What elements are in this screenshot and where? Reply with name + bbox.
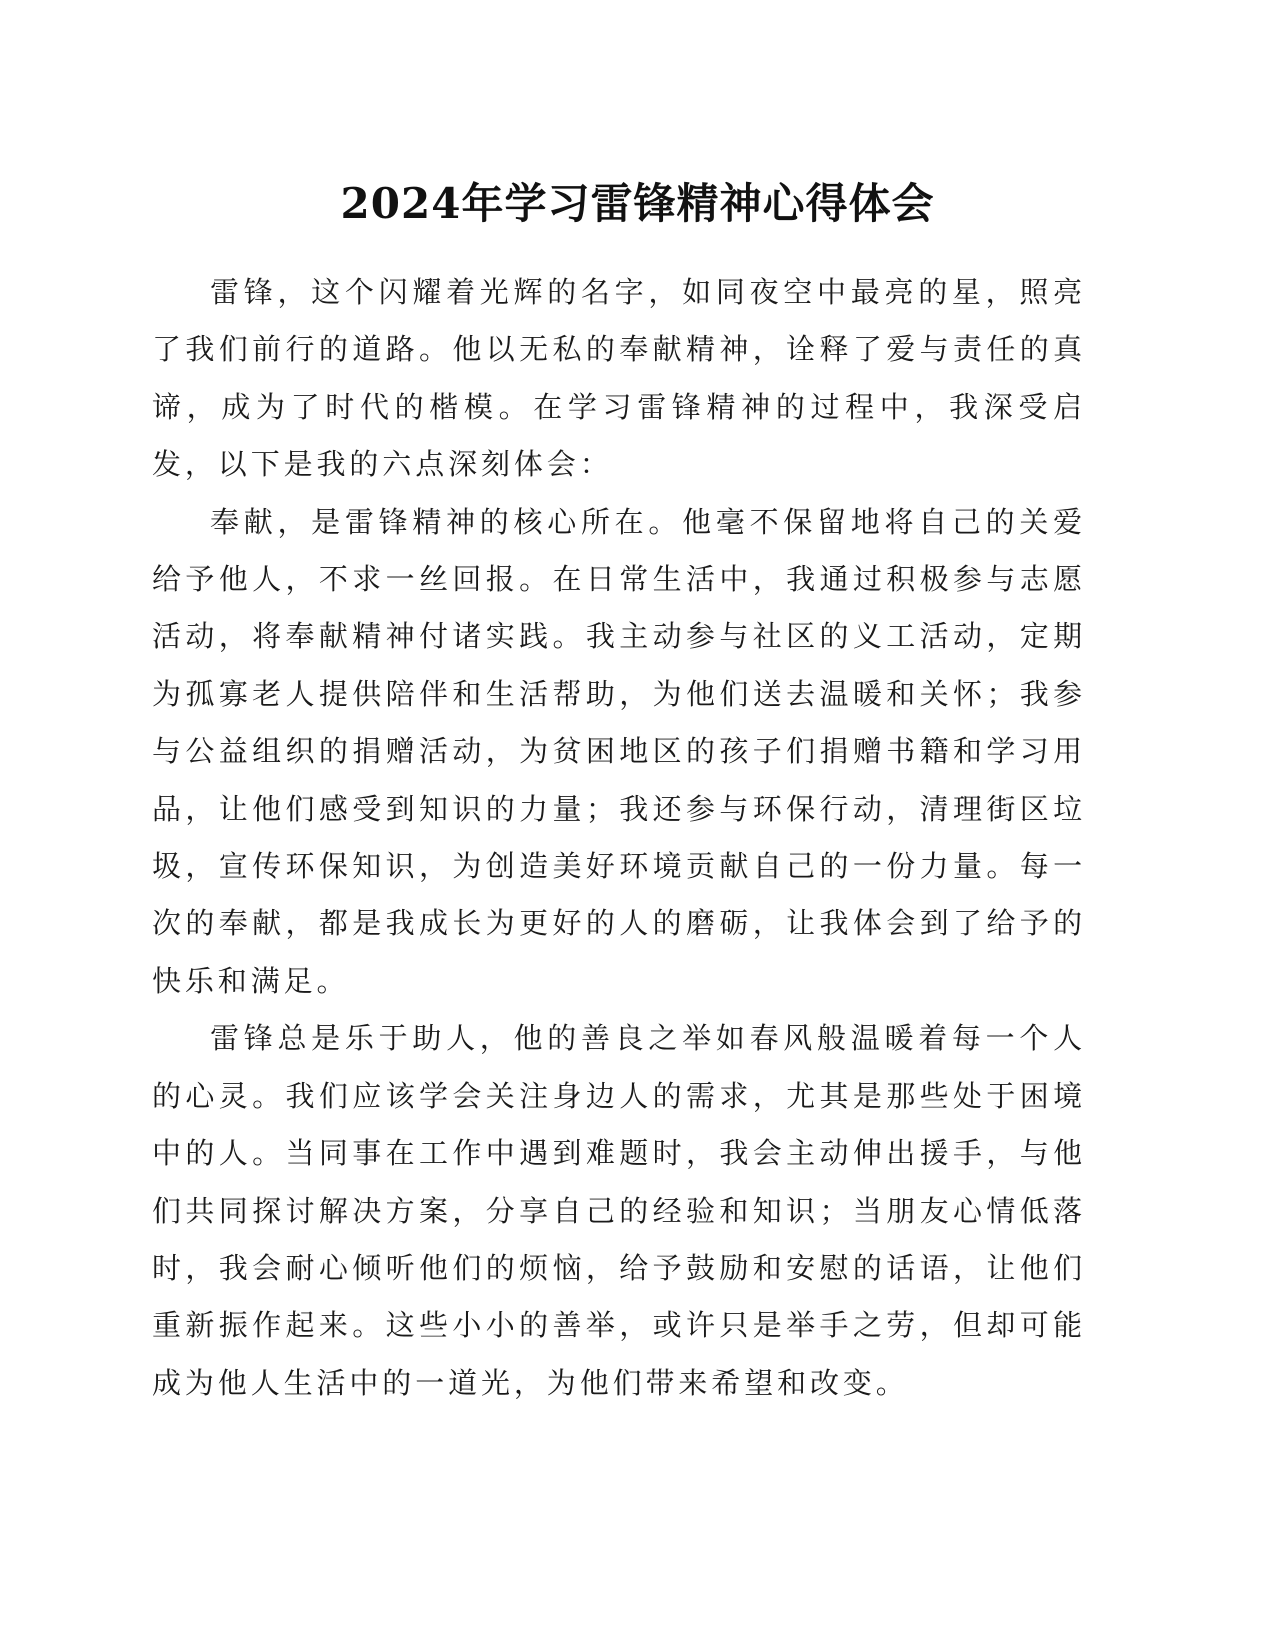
paragraph-intro: 雷锋，这个闪耀着光辉的名字，如同夜空中最亮的星，照亮了我们前行的道路。他以无私的奉献精神，诠释了爱与责任的真谛，成为了时代的楷模。在学习雷锋精神的过程中，我深受启发，以下是我的六点深刻体会： (152, 275, 1086, 482)
paragraph-dedication: 奉献，是雷锋精神的核心所在。他毫不保留地将自己的关爱给予他人，不求一丝回报。在日常生活中，我通过积极参与志愿活动，将奉献精神付诸实践。我主动参与社区的义工活动，定期为孤寡老人提供陪伴和生活帮助，为他们送去温暖和关怀；我参与公益组织的捐赠活动，为贫困地区的孩子们捐赠书籍和学习用品，让他们感受到知识的力量；我还参与环保行动，清理街区垃圾，宣传环保知识，为创造美好环境贡献自己的一份力量。每一次的奉献，都是我成长为更好的人的磨砺，让我体会到了给予的快乐和满足。 (152, 504, 1086, 998)
document-body (152, 264, 1086, 1412)
document-title: 2024年学习雷锋精神心得体会 (340, 179, 935, 228)
paragraph-helping-others: 雷锋总是乐于助人，他的善良之举如春风般温暖着每一个人的心灵。我们应该学会关注身边人的需求，尤其是那些处于困境中的人。当同事在工作中遇到难题时，我会主动伸出援手，与他们共同探讨解决方案，分享自己的经验和知识；当朋友心情低落时，我会耐心倾听他们的烦恼，给予鼓励和安慰的话语，让他们重新振作起来。这些小小的善举，或许只是举手之劳，但却可能成为他人生活中的一道光，为他们带来希望和改变。 (152, 1021, 1086, 1400)
